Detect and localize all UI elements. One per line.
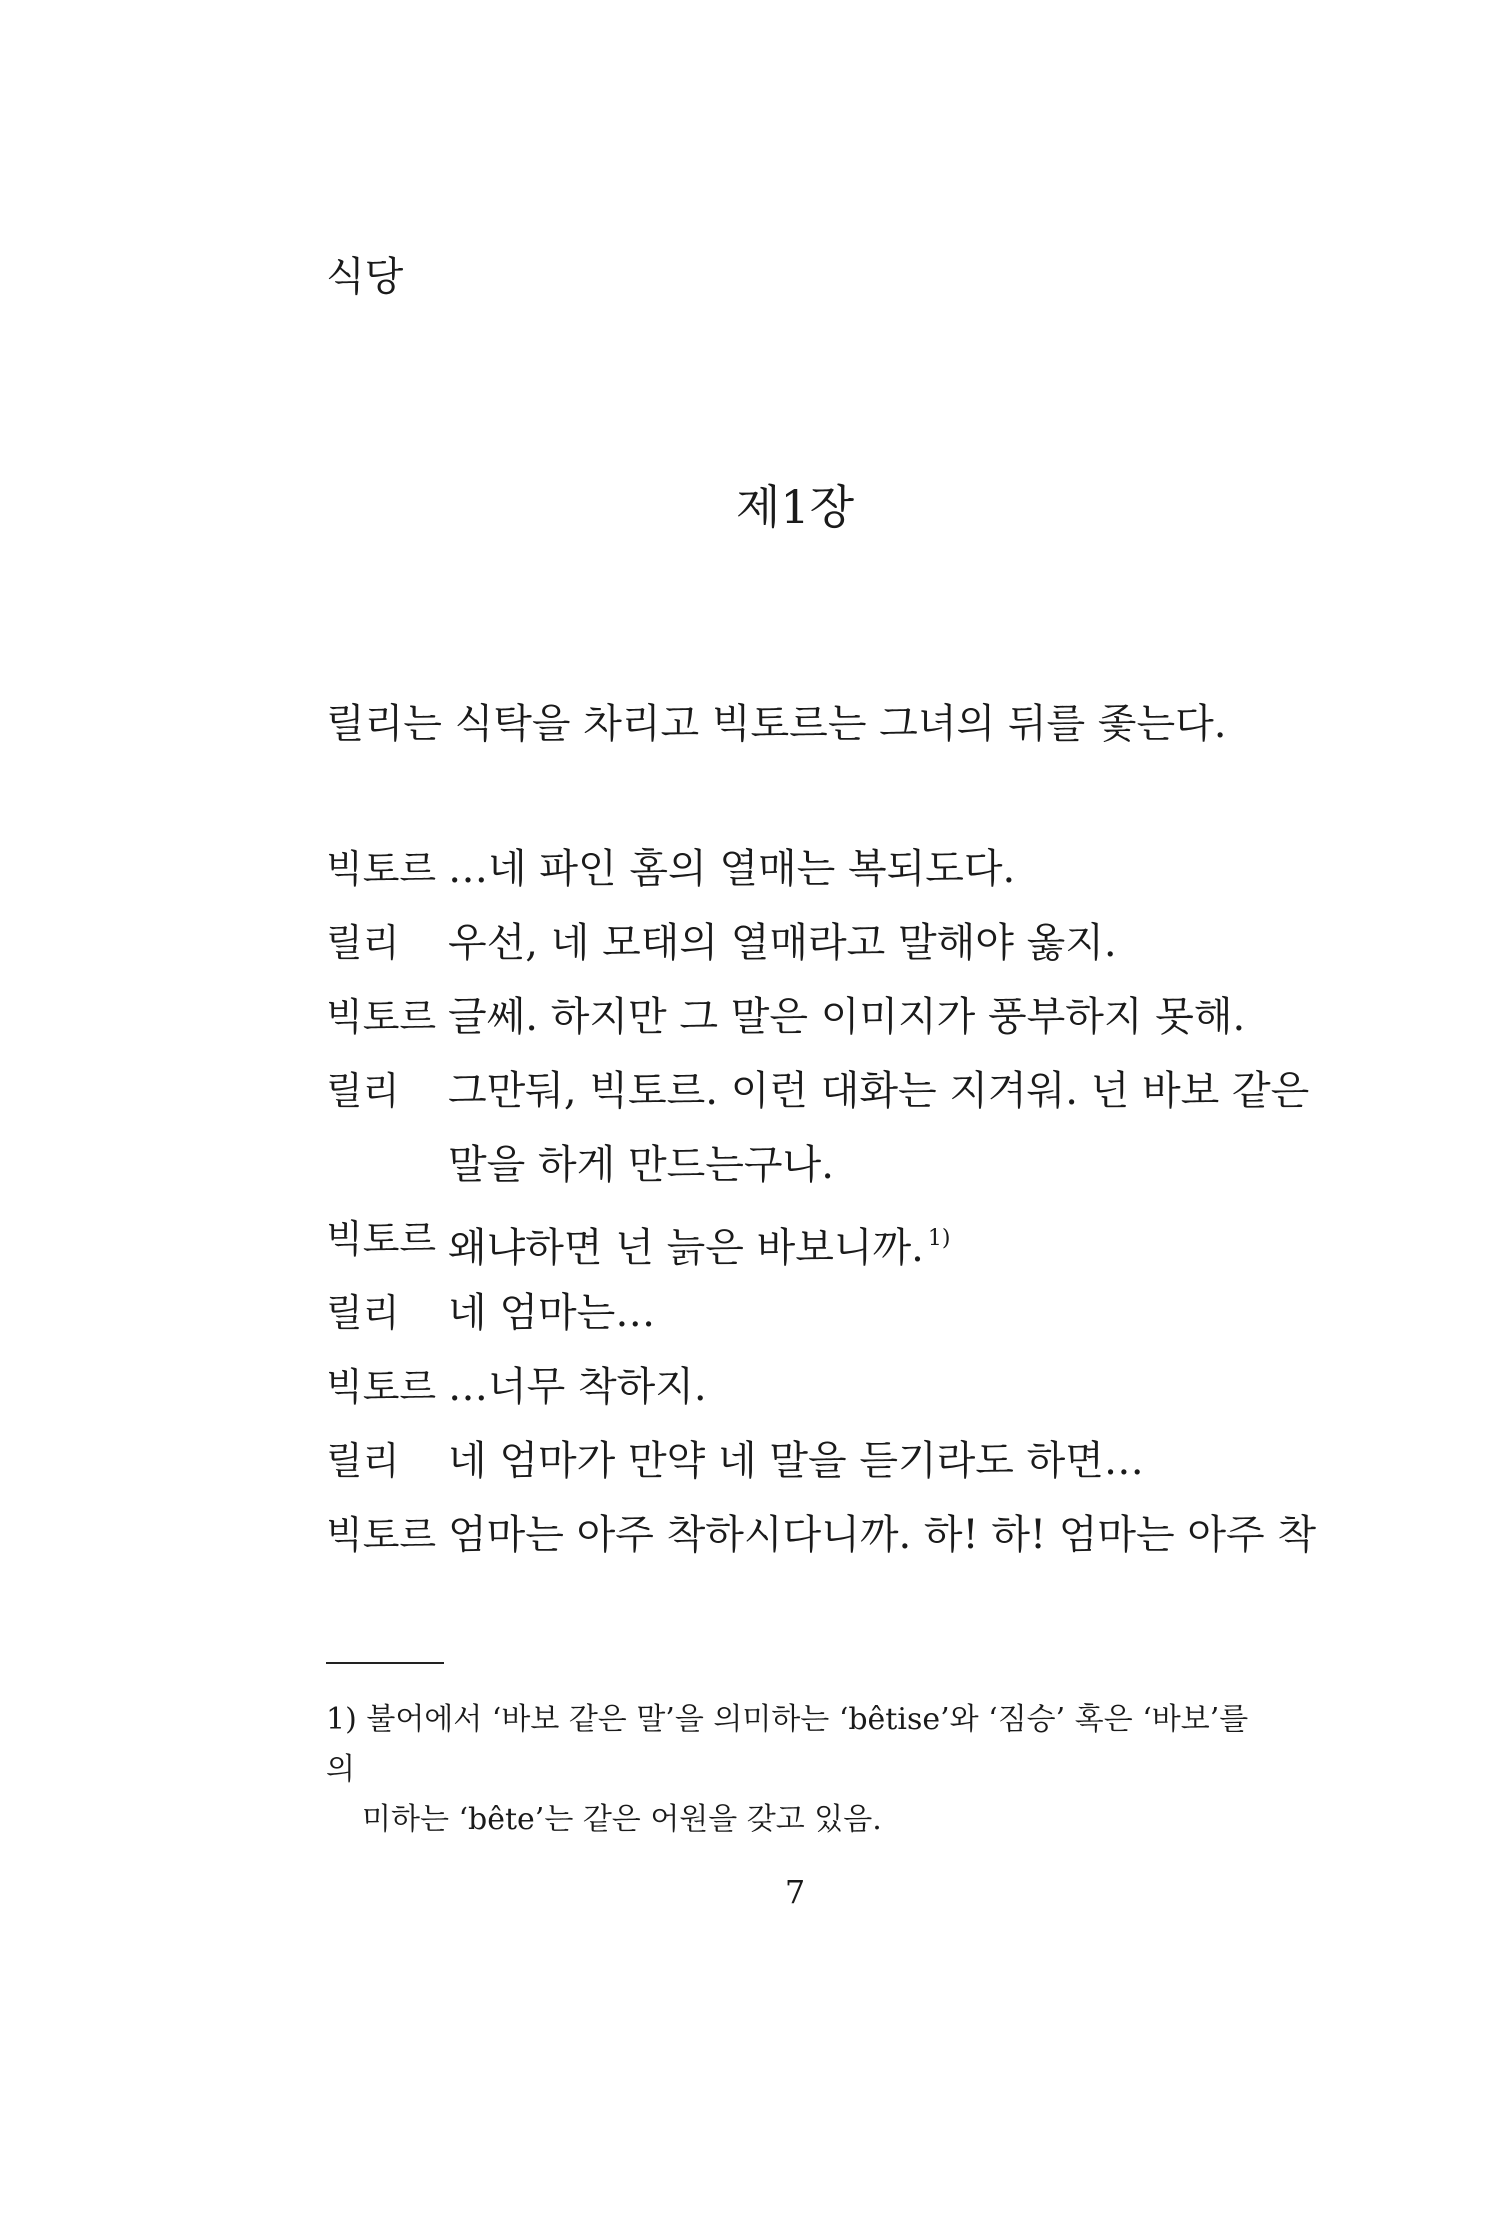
footnote-number: 1): [326, 1702, 357, 1737]
speaker-name: 빅토르: [326, 1365, 437, 1409]
dialogue-block: [326, 840, 1317, 1580]
speaker-name: 릴리: [326, 1439, 400, 1483]
footnote-divider: [326, 1662, 444, 1664]
speaker-name: 빅토르: [326, 1513, 437, 1557]
speech-text: …너무 착하지.: [448, 1364, 707, 1410]
dialogue-line: [326, 1062, 1310, 1136]
dialogue-line: [326, 1358, 1266, 1432]
speech-text: 네 엄마는…: [448, 1290, 656, 1336]
speech-text: 우선, 네 모태의 열매라고 말해야 옳지.: [448, 920, 1117, 966]
dialogue-line: [326, 1432, 1266, 1506]
speech-text-with-footnote: [448, 1210, 1266, 1277]
scene-setting: 식당: [326, 254, 404, 300]
footnote-line: [326, 1695, 1266, 1795]
page-number: 7: [784, 1873, 806, 1911]
speech-text: 왜냐하면 넌 늙은 바보니까.: [448, 1225, 924, 1271]
dialogue-line: [326, 988, 1266, 1062]
speaker-name: 빅토르: [326, 1217, 437, 1261]
dialogue-continuation-line: [326, 1136, 1266, 1210]
speaker-name: 릴리: [326, 1069, 400, 1113]
dialogue-line: [326, 840, 1266, 914]
speaker-name: 릴리: [326, 1291, 400, 1335]
dialogue-line: [326, 1284, 1266, 1358]
footnote-reference: 1): [927, 1226, 951, 1251]
speaker-name: 빅토르: [326, 995, 437, 1039]
scene-title: 제1장: [735, 480, 855, 534]
speech-text: …네 파인 홈의 열매는 복되도다.: [448, 846, 1016, 892]
speaker-name: 빅토르: [326, 847, 437, 891]
dialogue-line: [326, 1210, 1266, 1284]
speaker-name: 릴리: [326, 921, 400, 965]
speech-text: 네 엄마가 만약 네 말을 듣기라도 하면…: [448, 1438, 1144, 1484]
stage-direction: 릴리는 식탁을 차리고 빅토르는 그녀의 뒤를 좇는다.: [326, 701, 1227, 747]
footnote-text: 불어에서 ‘바보 같은 말’을 의미하는 ‘bêtise’와 ‘짐승’ 혹은 ‘바보’를 의: [326, 1702, 1249, 1787]
speech-continuation: 말을 하게 만드는구나.: [448, 1142, 834, 1188]
speech-text: 글쎄. 하지만 그 말은 이미지가 풍부하지 못해.: [448, 994, 1246, 1040]
footnote: [326, 1695, 1266, 1845]
footnote-continuation: 미하는 ‘bête’는 같은 어원을 갖고 있음.: [362, 1802, 882, 1837]
dialogue-line: [326, 1506, 1317, 1580]
dialogue-line: [326, 914, 1266, 988]
speech-text: 엄마는 아주 착하시다니까. 하! 하! 엄마는 아주 착: [448, 1512, 1317, 1558]
speech-text: 그만둬, 빅토르. 이런 대화는 지겨워. 넌 바보 같은: [448, 1068, 1310, 1114]
